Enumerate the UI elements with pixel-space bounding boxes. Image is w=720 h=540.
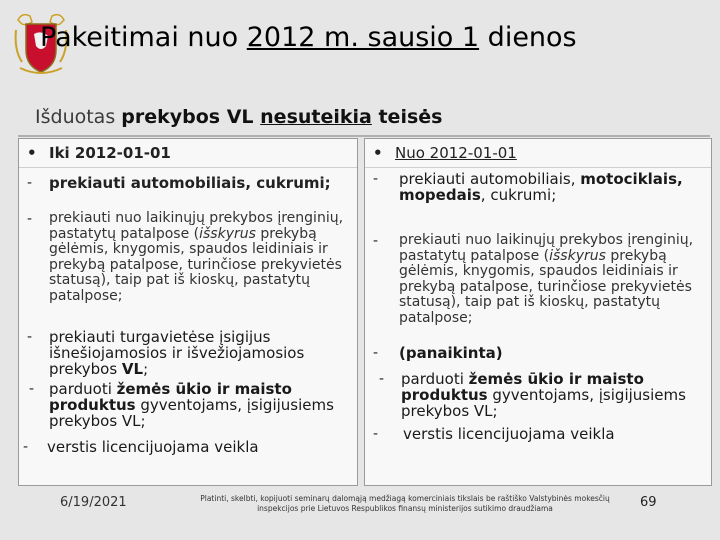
dash-icon: - bbox=[23, 439, 29, 455]
title-date: 2012 m. sausio 1 bbox=[246, 22, 480, 53]
item-text: prekiauti automobiliais, cukrumi; bbox=[49, 174, 331, 192]
bullet-icon: • bbox=[27, 144, 37, 162]
page-number: 69 bbox=[640, 495, 657, 510]
dash-icon: - bbox=[27, 175, 33, 191]
left-heading-text: Iki 2012-01-01 bbox=[49, 144, 171, 162]
item-text: prekiauti nuo laikinųjų prekybos įrenginių, pastatytų patalpose (išskyrus prekybą gėlėmis, knygomis, spaudos leidiniais ir prekybą patalpose, turinčiose prekyvietės statusą), taip pat iš kioskų, pastatytų patalpose; bbox=[399, 232, 694, 326]
right-heading-text: Nuo 2012-01-01 bbox=[395, 144, 517, 162]
dash-icon: - bbox=[29, 381, 35, 397]
left-column-heading bbox=[19, 139, 357, 168]
subtitle bbox=[35, 106, 442, 128]
item-text: prekiauti turgavietėse įsigijus išnešiojamosios ir išvežiojamosios prekybos VL; bbox=[49, 328, 305, 378]
dash-icon: - bbox=[373, 345, 379, 361]
item-text: verstis licencijuojama veikla bbox=[47, 438, 259, 456]
page-title bbox=[40, 22, 700, 53]
footer-date: 6/19/2021 bbox=[60, 495, 127, 510]
item-text: parduoti žemės ūkio ir maisto produktus gyventojams, įsigijusiems prekybos VL; bbox=[49, 380, 334, 430]
bullet-icon: • bbox=[373, 144, 383, 162]
item-text: prekiauti nuo laikinųjų prekybos įrenginių, pastatytų patalpose (išskyrus prekybą gėlėmis, knygomis, spaudos leidiniais ir prekybą patalpose, turinčiose prekyvietės statusą), taip pat iš kioskų, pastatytų patalpose; bbox=[49, 210, 344, 304]
item-text: (panaikinta) bbox=[399, 344, 503, 362]
dash-icon: - bbox=[373, 233, 379, 249]
dash-icon: - bbox=[373, 426, 379, 442]
right-column-heading bbox=[365, 139, 711, 168]
footer-disclaimer: Platinti, skelbti, kopijuoti seminarų dalomąją medžiagą komerciniais tikslais be raštiško Valstybinės mokesčių inspekcijos prie Lietuvos Respublikos finansų ministerijos sutikimo draudžiama bbox=[200, 494, 610, 513]
right-column bbox=[364, 138, 712, 486]
item-text: prekiauti automobiliais, motociklais, mopedais, cukrumi; bbox=[399, 170, 683, 204]
subtitle-plain: Išduotas bbox=[35, 106, 122, 128]
item-text: parduoti žemės ūkio ir maisto produktus gyventojams, įsigijusiems prekybos VL; bbox=[401, 370, 686, 420]
title-text-end: dienos bbox=[479, 22, 577, 53]
left-column bbox=[18, 138, 358, 486]
subtitle-bold: prekybos VL bbox=[121, 106, 261, 128]
subtitle-tail: teisės bbox=[371, 106, 443, 128]
dash-icon: - bbox=[373, 171, 379, 187]
dash-icon: - bbox=[27, 329, 33, 345]
dash-icon: - bbox=[27, 211, 33, 227]
item-text: verstis licencijuojama veikla bbox=[403, 425, 615, 443]
divider bbox=[18, 135, 710, 137]
subtitle-underlined: nesuteikia bbox=[260, 106, 372, 128]
dash-icon: - bbox=[379, 371, 385, 387]
title-text-start: Pakeitimai nuo bbox=[40, 22, 247, 53]
